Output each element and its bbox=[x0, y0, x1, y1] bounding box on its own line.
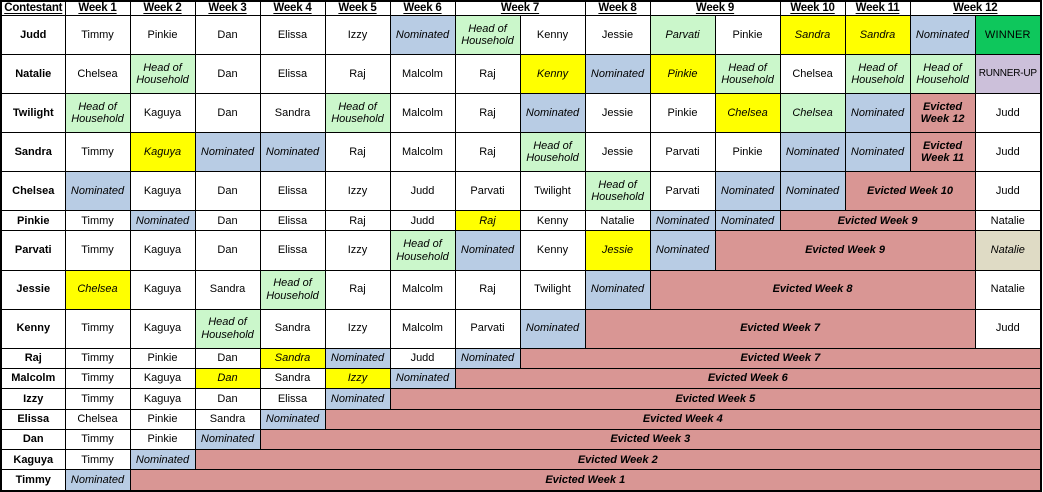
tan-cell: Natalie bbox=[975, 231, 1041, 270]
vote-cell: Kenny bbox=[520, 211, 585, 231]
yellow-cell: Kenny bbox=[520, 54, 585, 93]
hoh-cell: Head of Household bbox=[455, 15, 520, 54]
nom-cell: Nominated bbox=[130, 211, 195, 231]
yellow-cell: Kaguya bbox=[130, 133, 195, 172]
nom-cell: Nominated bbox=[260, 133, 325, 172]
evicted-cell: Evicted Week 4 bbox=[325, 409, 1041, 429]
header-week-7: Week 7 bbox=[455, 1, 585, 15]
table-header bbox=[1, 1, 1041, 15]
vote-cell: Malcolm bbox=[390, 94, 455, 133]
hoh-cell: Head of Household bbox=[520, 133, 585, 172]
evicted-cell: Evicted Week 5 bbox=[390, 389, 1041, 409]
yellow-cell: Sandra bbox=[845, 15, 910, 54]
vote-cell: Pinkie bbox=[130, 409, 195, 429]
vote-cell: Dan bbox=[195, 94, 260, 133]
vote-cell: Dan bbox=[195, 172, 260, 211]
green-cell: Chelsea bbox=[780, 94, 845, 133]
hoh-cell: Head of Household bbox=[390, 231, 455, 270]
contestant-name: Sandra bbox=[1, 133, 65, 172]
header-week-12: Week 12 bbox=[910, 1, 1041, 15]
evicted-cell: Evicted Week 7 bbox=[585, 309, 975, 348]
vote-cell: Timmy bbox=[65, 429, 130, 449]
nom-cell: Nominated bbox=[130, 450, 195, 470]
yellow-cell: Chelsea bbox=[65, 270, 130, 309]
vote-cell: Raj bbox=[455, 54, 520, 93]
evicted-cell: Evicted Week 1 bbox=[130, 470, 1041, 491]
header-week-10: Week 10 bbox=[780, 1, 845, 15]
contestant-row-twilight bbox=[1, 94, 1041, 133]
vote-cell: Judd bbox=[975, 94, 1041, 133]
vote-cell: Natalie bbox=[975, 211, 1041, 231]
vote-cell: Izzy bbox=[325, 309, 390, 348]
vote-cell: Jessie bbox=[585, 133, 650, 172]
hoh-cell: Head of Household bbox=[195, 309, 260, 348]
vote-cell: Dan bbox=[195, 211, 260, 231]
header-week-2: Week 2 bbox=[130, 1, 195, 15]
contestant-name: Raj bbox=[1, 348, 65, 368]
nom-cell: Nominated bbox=[455, 348, 520, 368]
vote-cell: Timmy bbox=[65, 348, 130, 368]
contestant-name: Malcolm bbox=[1, 368, 65, 388]
vote-cell: Pinkie bbox=[650, 94, 715, 133]
vote-cell: Timmy bbox=[65, 309, 130, 348]
vote-cell: Chelsea bbox=[65, 54, 130, 93]
contestant-row-malcolm bbox=[1, 368, 1041, 388]
vote-cell: Kaguya bbox=[130, 172, 195, 211]
vote-cell: Pinkie bbox=[130, 15, 195, 54]
nom-cell: Nominated bbox=[780, 133, 845, 172]
contestant-name: Chelsea bbox=[1, 172, 65, 211]
nom-cell: Nominated bbox=[845, 133, 910, 172]
header-week-5: Week 5 bbox=[325, 1, 390, 15]
vote-cell: Natalie bbox=[585, 211, 650, 231]
header-week-6: Week 6 bbox=[390, 1, 455, 15]
vote-cell: Elissa bbox=[260, 172, 325, 211]
contestant-name: Pinkie bbox=[1, 211, 65, 231]
vote-cell: Chelsea bbox=[65, 409, 130, 429]
vote-cell: Izzy bbox=[325, 231, 390, 270]
header-week-3: Week 3 bbox=[195, 1, 260, 15]
vote-cell: Jessie bbox=[585, 94, 650, 133]
yellow-cell: Pinkie bbox=[650, 54, 715, 93]
vote-cell: Pinkie bbox=[130, 348, 195, 368]
vote-cell: Sandra bbox=[195, 409, 260, 429]
contestant-name: Natalie bbox=[1, 54, 65, 93]
contestant-name: Kenny bbox=[1, 309, 65, 348]
table-header-row bbox=[1, 1, 1041, 15]
nom-cell: Nominated bbox=[845, 94, 910, 133]
vote-cell: Parvati bbox=[455, 172, 520, 211]
header-week-1: Week 1 bbox=[65, 1, 130, 15]
nom-cell: Nominated bbox=[715, 172, 780, 211]
nom-cell: Nominated bbox=[455, 231, 520, 270]
vote-cell: Chelsea bbox=[780, 54, 845, 93]
hoh-cell: Head of Household bbox=[130, 54, 195, 93]
vote-cell: Elissa bbox=[260, 389, 325, 409]
vote-cell: Dan bbox=[195, 348, 260, 368]
vote-cell: Dan bbox=[195, 15, 260, 54]
contestant-row-pinkie bbox=[1, 211, 1041, 231]
vote-cell: Timmy bbox=[65, 133, 130, 172]
vote-cell: Judd bbox=[975, 133, 1041, 172]
winner-cell: WINNER bbox=[975, 15, 1041, 54]
vote-cell: Timmy bbox=[65, 450, 130, 470]
contestant-row-chelsea bbox=[1, 172, 1041, 211]
vote-cell: Timmy bbox=[65, 368, 130, 388]
vote-cell: Sandra bbox=[260, 368, 325, 388]
vote-cell: Pinkie bbox=[715, 133, 780, 172]
hoh-cell: Head of Household bbox=[585, 172, 650, 211]
vote-cell: Raj bbox=[325, 54, 390, 93]
contestant-name: Timmy bbox=[1, 470, 65, 491]
contestant-row-jessie bbox=[1, 270, 1041, 309]
contestant-row-parvati bbox=[1, 231, 1041, 270]
vote-cell: Elissa bbox=[260, 211, 325, 231]
vote-cell: Jessie bbox=[585, 15, 650, 54]
yellow-cell: Izzy bbox=[325, 368, 390, 388]
vote-cell: Dan bbox=[195, 389, 260, 409]
vote-cell: Elissa bbox=[260, 54, 325, 93]
nom-cell: Nominated bbox=[520, 309, 585, 348]
vote-cell: Raj bbox=[325, 270, 390, 309]
evicted-cell: Evicted Week 12 bbox=[910, 94, 975, 133]
nom-cell: Nominated bbox=[390, 15, 455, 54]
evicted-cell: Evicted Week 11 bbox=[910, 133, 975, 172]
yellow-cell: Dan bbox=[195, 368, 260, 388]
evicted-cell: Evicted Week 8 bbox=[650, 270, 975, 309]
vote-cell: Elissa bbox=[260, 15, 325, 54]
header-week-9: Week 9 bbox=[650, 1, 780, 15]
hoh-cell: Head of Household bbox=[260, 270, 325, 309]
contestant-name: Twilight bbox=[1, 94, 65, 133]
nom-cell: Nominated bbox=[65, 470, 130, 491]
contestant-row-elissa bbox=[1, 409, 1041, 429]
yellow-cell: Jessie bbox=[585, 231, 650, 270]
contestant-row-kaguya bbox=[1, 450, 1041, 470]
vote-cell: Timmy bbox=[65, 15, 130, 54]
vote-cell: Natalie bbox=[975, 270, 1041, 309]
hoh-cell: Head of Household bbox=[715, 54, 780, 93]
vote-cell: Kaguya bbox=[130, 389, 195, 409]
vote-cell: Timmy bbox=[65, 231, 130, 270]
evicted-cell: Evicted Week 3 bbox=[260, 429, 1041, 449]
nom-cell: Nominated bbox=[325, 348, 390, 368]
vote-cell: Raj bbox=[455, 270, 520, 309]
vote-cell: Judd bbox=[975, 172, 1041, 211]
nom-cell: Nominated bbox=[260, 409, 325, 429]
contestant-name: Dan bbox=[1, 429, 65, 449]
vote-cell: Parvati bbox=[455, 309, 520, 348]
evicted-cell: Evicted Week 10 bbox=[845, 172, 975, 211]
vote-cell: Elissa bbox=[260, 231, 325, 270]
vote-cell: Parvati bbox=[650, 133, 715, 172]
evicted-cell: Evicted Week 6 bbox=[455, 368, 1041, 388]
vote-cell: Twilight bbox=[520, 172, 585, 211]
vote-cell: Malcolm bbox=[390, 270, 455, 309]
vote-cell: Izzy bbox=[325, 172, 390, 211]
vote-cell: Dan bbox=[195, 231, 260, 270]
contestant-name: Jessie bbox=[1, 270, 65, 309]
evicted-cell: Evicted Week 9 bbox=[715, 231, 975, 270]
contestant-row-judd bbox=[1, 15, 1041, 54]
vote-cell: Kaguya bbox=[130, 368, 195, 388]
vote-cell: Malcolm bbox=[390, 133, 455, 172]
vote-cell: Judd bbox=[390, 348, 455, 368]
header-week-11: Week 11 bbox=[845, 1, 910, 15]
nom-cell: Nominated bbox=[195, 429, 260, 449]
contestant-name: Elissa bbox=[1, 409, 65, 429]
vote-cell: Twilight bbox=[520, 270, 585, 309]
vote-cell: Timmy bbox=[65, 211, 130, 231]
nom-cell: Nominated bbox=[585, 54, 650, 93]
nom-cell: Nominated bbox=[195, 133, 260, 172]
hoh-cell: Head of Household bbox=[845, 54, 910, 93]
contestant-name: Parvati bbox=[1, 231, 65, 270]
hoh-cell: Head of Household bbox=[910, 54, 975, 93]
vote-cell: Malcolm bbox=[390, 54, 455, 93]
vote-cell: Sandra bbox=[260, 94, 325, 133]
vote-cell: Raj bbox=[455, 94, 520, 133]
vote-cell: Sandra bbox=[260, 309, 325, 348]
vote-cell: Raj bbox=[325, 133, 390, 172]
vote-cell: Kaguya bbox=[130, 94, 195, 133]
vote-cell: Izzy bbox=[325, 15, 390, 54]
nom-cell: Nominated bbox=[780, 172, 845, 211]
vote-cell: Pinkie bbox=[715, 15, 780, 54]
contestant-row-timmy bbox=[1, 470, 1041, 491]
nom-cell: Nominated bbox=[650, 231, 715, 270]
contestant-row-dan bbox=[1, 429, 1041, 449]
green-cell: Parvati bbox=[650, 15, 715, 54]
nom-cell: Nominated bbox=[65, 172, 130, 211]
evicted-cell: Evicted Week 9 bbox=[780, 211, 975, 231]
hoh-cell: Head of Household bbox=[65, 94, 130, 133]
nom-cell: Nominated bbox=[715, 211, 780, 231]
contestant-row-sandra bbox=[1, 133, 1041, 172]
contestant-row-kenny bbox=[1, 309, 1041, 348]
yellow-cell: Sandra bbox=[260, 348, 325, 368]
contestant-name: Judd bbox=[1, 15, 65, 54]
contestant-row-natalie bbox=[1, 54, 1041, 93]
vote-cell: Judd bbox=[390, 172, 455, 211]
vote-cell: Parvati bbox=[650, 172, 715, 211]
vote-cell: Kenny bbox=[520, 231, 585, 270]
vote-cell: Kaguya bbox=[130, 231, 195, 270]
header-week-4: Week 4 bbox=[260, 1, 325, 15]
yellow-cell: Sandra bbox=[780, 15, 845, 54]
nom-cell: Nominated bbox=[390, 368, 455, 388]
evicted-cell: Evicted Week 7 bbox=[520, 348, 1041, 368]
contestant-row-izzy bbox=[1, 389, 1041, 409]
vote-cell: Malcolm bbox=[390, 309, 455, 348]
nom-cell: Nominated bbox=[650, 211, 715, 231]
vote-cell: Timmy bbox=[65, 389, 130, 409]
vote-cell: Pinkie bbox=[130, 429, 195, 449]
vote-cell: Sandra bbox=[195, 270, 260, 309]
contestant-name: Kaguya bbox=[1, 450, 65, 470]
yellow-cell: Raj bbox=[455, 211, 520, 231]
runnerup-cell: RUNNER-UP bbox=[975, 54, 1041, 93]
nom-cell: Nominated bbox=[910, 15, 975, 54]
header-week-8: Week 8 bbox=[585, 1, 650, 15]
contestant-row-raj bbox=[1, 348, 1041, 368]
vote-cell: Kaguya bbox=[130, 270, 195, 309]
contestant-name: Izzy bbox=[1, 389, 65, 409]
header-contestant: Contestant bbox=[1, 1, 65, 15]
evicted-cell: Evicted Week 2 bbox=[195, 450, 1041, 470]
vote-cell: Kenny bbox=[520, 15, 585, 54]
vote-cell: Kaguya bbox=[130, 309, 195, 348]
table-body bbox=[1, 15, 1041, 491]
yellow-cell: Chelsea bbox=[715, 94, 780, 133]
nom-cell: Nominated bbox=[520, 94, 585, 133]
vote-cell: Judd bbox=[390, 211, 455, 231]
vote-cell: Judd bbox=[975, 309, 1041, 348]
vote-cell: Raj bbox=[455, 133, 520, 172]
nom-cell: Nominated bbox=[325, 389, 390, 409]
nom-cell: Nominated bbox=[585, 270, 650, 309]
vote-cell: Dan bbox=[195, 54, 260, 93]
hoh-cell: Head of Household bbox=[325, 94, 390, 133]
vote-cell: Raj bbox=[325, 211, 390, 231]
